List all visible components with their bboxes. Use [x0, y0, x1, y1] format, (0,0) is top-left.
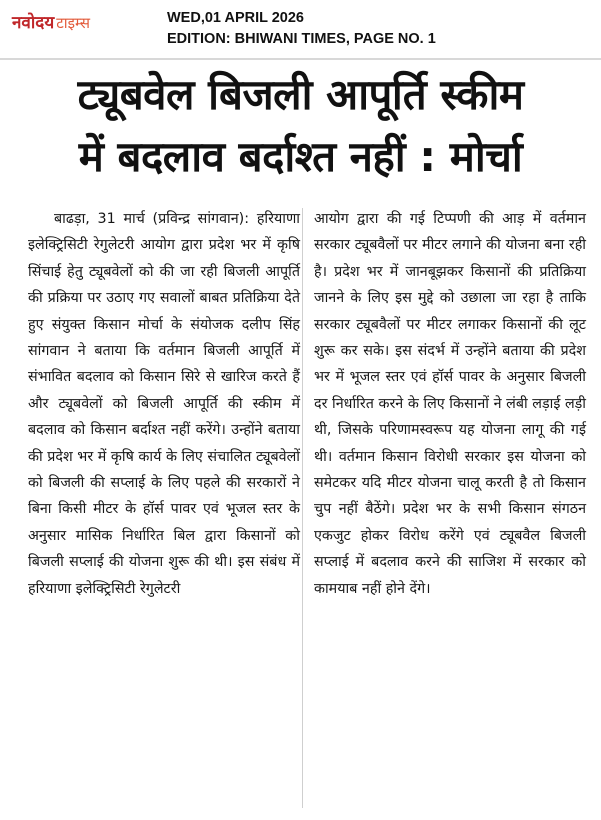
edition-line: EDITION: BHIWANI TIMES, PAGE NO. 1 — [167, 31, 436, 47]
logo-text-primary: नवोदय — [12, 13, 55, 33]
headline-line-2: में बदलाव बर्दाश्त नहीं : मोर्चा — [78, 132, 523, 181]
publication-date: WED,01 APRIL 2026 — [167, 10, 304, 26]
article-column-1: बाढड़ा, 31 मार्च (प्रविन्द्र सांगवान): हरियाणा इलेक्ट्रिसिटी रेगुलेटरी आयोग द्वारा प्रदेश भर में कृषि सिंचाई हेतु ट्यूबवेलों को की जा रही बिजली आपूर्ति की प्रक्रिया पर उठाए गए सवालों बाबत प्रतिक्रिया देते हुए संयुक्त किसान मोर्चा के संयोजक दलीप सिंह सांगवान ने बताया कि वर्तमान बिजली आपूर्ति में संभावित बदलाव को किसान सिरे से खारिज करते हैं और ट्यूबवेलों को बिजली आपूर्ति की स्कीम में बदलाव को किसान बर्दाश्त नहीं करेंगे। उन्होंने बताया की प्रदेश भर में कृषि कार्य के लिए संचालित ट्यूबवेलों को बिजली की सप्लाई के लिए पहले की सरकारों ने बिना किसी मीटर के हॉर्स पावर एवं भूजल स्तर के अनुसार मासिक निर्धारित बिल द्वारा किसानों को बिजली सप्लाई की योजना शुरू की थी। इस संबंध में हरियाणा इलेक्ट्रिसिटी रेगुलेटरी — [28, 211, 300, 597]
logo-text-secondary: टाइम्स — [56, 14, 91, 32]
headline-line-1: ट्यूबवेल बिजली आपूर्ति स्कीम — [77, 70, 524, 119]
column-divider — [302, 208, 303, 808]
article-headline — [0, 64, 601, 188]
header-divider — [0, 58, 601, 60]
edition-info — [167, 8, 436, 50]
newspaper-logo — [12, 10, 90, 32]
article-column-2: आयोग द्वारा की गई टिप्पणी की आड़ में वर्तमान सरकार ट्यूबवैलों पर मीटर लगाने की योजना बना रही है। प्रदेश भर में जानबूझकर किसानों की प्रतिक्रिया जानने के लिए इस मुद्दे को उछाला जा रहा है ताकि सरकार ट्यूबवैलों पर मीटर लगाकर किसानों की लूट शुरू कर सके। इस संदर्भ में उन्होंने बताया की प्रदेश भर में भूजल स्तर एवं हॉर्स पावर के अनुसार बिजली दर निर्धारित करने के लिए किसानों ने लंबी लड़ाई लड़ी थी, जिसके परिणामस्वरूप यह योजना लागू की गई थी। वर्तमान किसान विरोधी सरकार इस योजना को समेटकर यदि मीटर योजना चालू करती है तो किसान चुप नहीं बैठेंगे। प्रदेश भर के सभी किसान संगठन एकजुट होकर विरोध करेंगे एवं ट्यूबवैल बिजली सप्लाई में बदलाव करने की साजिश में सरकार को कामयाब नहीं होने देंगे। — [314, 211, 586, 597]
page-header — [0, 0, 601, 58]
